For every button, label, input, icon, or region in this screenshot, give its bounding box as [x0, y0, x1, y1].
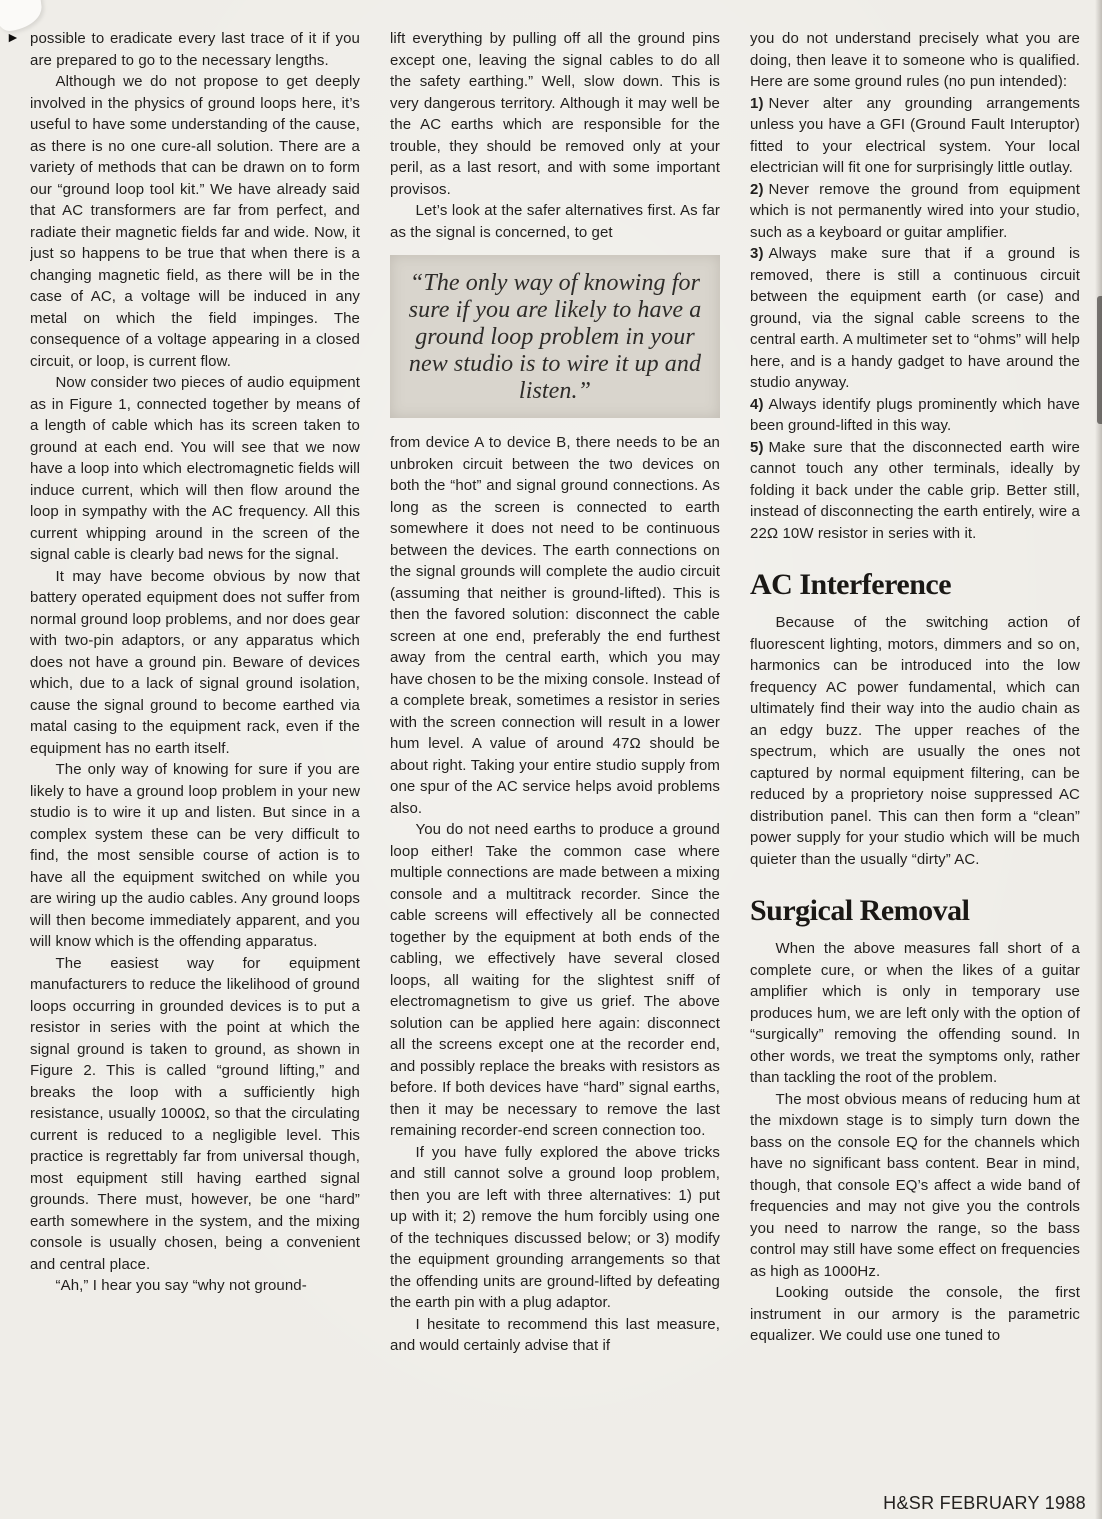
- paragraph: Looking outside the console, the first instrument in our armory is the parametric equalizer. We could use one tuned to: [750, 1284, 1080, 1344]
- paragraph: Now consider two pieces of audio equipment as in Figure 1, connected together by means of a length of cable which has its screen taken to ground at each end. You will see that we now have a loop into which electromagnetic fields will induce current, which will then flow around the loop in sympathy with the AC frequency. All this current whipping around in the screen of the signal cable is clearly bad news for the signal.: [30, 374, 360, 563]
- column-2: [390, 28, 720, 1517]
- rule-text: Always identify plugs prominently which have been ground-lifted in this way.: [750, 395, 1080, 434]
- rule-number: 2): [750, 180, 764, 198]
- section-heading-ac-interference: AC Interference: [750, 568, 952, 601]
- paragraph: It may have become obvious by now that battery operated equipment does not suffer from normal ground loop problems, and nor does gear with two-pin adaptors, or any apparatus which does not have a ground pin. Beware of devices which, due to a lack of signal ground isolation, cause the signal ground to become earthed via matal casing to the equipment rack, even if the equipment has no earth itself.: [30, 567, 360, 757]
- paragraph: The easiest way for equipment manufacturers to reduce the likelihood of ground loops occurring in grounded devices is to put a resistor in series with the point at which the signal ground is taken to ground, as shown in Figure 2. This is called “ground lifting,” and breaks the loop with a sufficiently high resistance, usually 1000Ω, so that the circulating current is reduced to a negligible level. This practice is regrettably far from universal though, most equipment still having earthed signal grounds. There must, however, be one “hard” earth somewhere in the system, and the mixing console is usually chosen, being a convenient and central place.: [30, 954, 360, 1273]
- rule-text: Always make sure that if a ground is removed, there is still a continuous circuit between the equipment earth (or case) and ground, via the signal cable screens to the central earth. A multimeter set to “ohms” will help here, and is a handy gadget to have around the studio anyway.: [750, 245, 1080, 391]
- column-3: [750, 28, 1080, 1517]
- paragraph: The most obvious means of reducing hum at the mixdown stage is to simply turn down the bass on the console EQ for the channels which have no significant bass content. Bear in mind, though, that console EQ’s affect a wide band of frequencies and may not give you the controls you need to narrow the range, so the bass control may still have some effect on frequencies as high as 1000Hz.: [750, 1090, 1080, 1280]
- rule-text: Make sure that the disconnected earth wire cannot touch any other terminals, ideally by folding it back under the cable grip. Better still, instead of disconnecting the earth entirely, wire a 22Ω 10W resistor in series with it.: [750, 438, 1080, 542]
- paragraph: You do not need earths to produce a ground loop either! Take the common case where multiple connections are made between a mixing console and a multitrack recorder. Since the cable screens will effectively all be connected together by the equipment at both ends of the cabling, we effectively have several closed loops, all waiting for the slightest sniff of electromagnetism to give us grief. The above solution can be applied here again: disconnect all the screens except one at the recorder end, and possibly replace the breaks with resistors as before. If both devices have “hard” signal earths, then it may be necessary to remove the last remaining recorder-end screen connection too.: [390, 821, 720, 1139]
- paragraph: Although we do not propose to get deeply involved in the physics of ground loops here, it’s useful to have some understanding of the cause, as there is no one cure-all solution. There are a variety of methods that can be drawn on to form our “ground loop tool kit.” We have already said that AC transformers are far from perfect, and radiate their magnetic fields far and wide. Now, it just so happens to be true that when there is a changing magnetic field, as there will be in the case of AC, a voltage will be induced in any metal on which the field impinges. The consequence of a voltage appearing in a closed circuit, or loop, is current flow.: [30, 73, 360, 370]
- ground-rule: [750, 243, 1080, 394]
- rule-number: 4): [750, 395, 764, 413]
- paragraph: you do not understand precisely what you are doing, then leave it to someone who is qualified. Here are some ground rules (no pun intended):: [750, 30, 1080, 90]
- paragraph: possible to eradicate every last trace of it if you are prepared to go to the necessary lengths.: [30, 30, 360, 69]
- continuation-arrow-icon: ►: [6, 29, 20, 45]
- article-columns: [30, 28, 1092, 1517]
- paragraph: The only way of knowing for sure if you are likely to have a ground loop problem in your new studio is to wire it up and listen. But since in a complex system these can be very difficult to find, the most sensible course of action is to have all the equipment switched on while you are wiring up the audio cables. Any ground loops will then become immediately apparent, and you will know which is the offending apparatus.: [30, 761, 360, 950]
- rule-text: Never remove the ground from equipment which is not permanently wired into your studio, such as a keyboard or guitar amplifier.: [750, 180, 1080, 241]
- paragraph: If you have fully explored the above tricks and still cannot solve a ground loop problem, then you are left with three alternatives: 1) put up with it; 2) remove the hum forcibly using one of the techniques discussed below; or 3) modify the equipment grounding arrangements so that the offending units are ground-lifted by defeating the earth pin with a plug adaptor.: [390, 1143, 720, 1311]
- rule-number: 1): [750, 94, 764, 112]
- paragraph: Because of the switching action of fluorescent lighting, motors, dimmers and so on, harmonics can be introduced into the low frequency AC power fundamental, which can ultimately find their way into the audio chain as an edgy buzz. The upper reaches of the spectrum, which are usually the ones not captured by normal equipment filtering, can be reduced by a proprietory noise suppressed AC distribution panel. This can then form a “clean” power supply for your studio which will be much quieter than the usually “dirty” AC.: [750, 614, 1080, 868]
- paragraph: When the above measures fall short of a complete cure, or when the likes of a guitar amplifier which is only in temporary use produces hum, we are left only with the option of “surgically” removing the offending sound. In other words, we treat the symptoms only, rather than tackling the root of the problem.: [750, 940, 1080, 1086]
- ground-rule: [750, 437, 1080, 545]
- ground-rule: [750, 93, 1080, 179]
- paragraph: Let’s look at the safer alternatives first. As far as the signal is concerned, to get: [390, 202, 720, 241]
- column-1: [30, 28, 360, 1517]
- section-heading-surgical-removal: Surgical Removal: [750, 894, 970, 927]
- ground-rule: [750, 179, 1080, 244]
- rule-text: Never alter any grounding arrangements unless you have a GFI (Ground Fault Interuptor) fitted to your electrical system. Your local electrician will fit one for surprisingly little outlay.: [750, 94, 1080, 176]
- rule-number: 5): [750, 438, 764, 456]
- paragraph: lift everything by pulling off all the ground pins except one, leaving the signal cables to do all the safety earthing.” Well, slow down. This is very dangerous territory. Although it may well be the AC earths which are responsible for the trouble, they should be removed only at your peril, as a last resort, and with some important provisos.: [390, 30, 720, 198]
- pull-quote: “The only way of knowing for sure if you are likely to have a ground loop problem in your new studio is to wire it up and listen.”: [390, 255, 720, 418]
- paragraph: from device A to device B, there needs to be an unbroken circuit between the two devices on both the “hot” and signal ground connections. As long as the screen is connected to earth somewhere it does not need to be continuous between the devices. The earth connections on the signal grounds will complete the audio circuit (assuming that neither is ground-lifted). This is then the favored solution: disconnect the cable screen at one end, preferably the end furthest away from the central earth, which you may have chosen to be the mixing console. Instead of a complete break, sometimes a resistor in series with the screen connection will result in a lower hum level. A value of around 47Ω should be about right. Taking your entire studio supply from one spur of the AC service helps avoid problems also.: [390, 434, 720, 817]
- scan-edge-artifact: [1097, 296, 1102, 424]
- page-footer: H&SR FEBRUARY 1988: [883, 1493, 1086, 1513]
- paragraph: I hesitate to recommend this last measure, and would certainly advise that if: [390, 1315, 720, 1354]
- paragraph: “Ah,” I hear you say “why not ground-: [55, 1277, 307, 1294]
- ground-rule: [750, 394, 1080, 437]
- rule-number: 3): [750, 245, 764, 262]
